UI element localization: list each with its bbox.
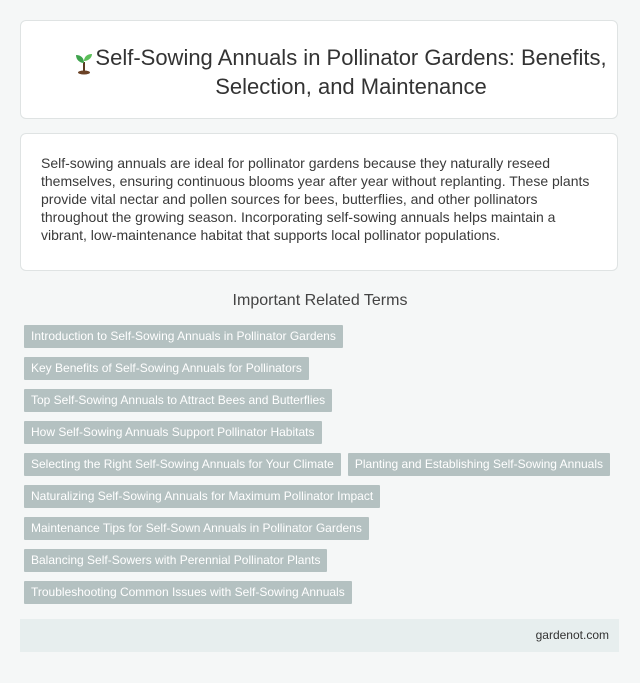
related-term-tag[interactable]: Naturalizing Self-Sowing Annuals for Maximum Pollinator Impact [24, 485, 380, 508]
related-term-tag[interactable]: Introduction to Self-Sowing Annuals in Pollinator Gardens [24, 325, 343, 348]
related-term-tag[interactable]: Troubleshooting Common Issues with Self-Sowing Annuals [24, 581, 352, 604]
related-term-tag[interactable]: Balancing Self-Sowers with Perennial Pollinator Plants [24, 549, 327, 572]
intro-paragraph: Self-sowing annuals are ideal for pollinator gardens because they naturally reseed themselves, ensuring continuous blooms year after year without replanting. These plants provide vital nectar and pollen sources for bees, butterflies, and other pollinators throughout the growing season. Incorporating self-sowing annuals helps maintain a vibrant, low-maintenance habitat that supports local pollinator populations. [41, 155, 590, 243]
related-term-tag[interactable]: Top Self-Sowing Annuals to Attract Bees and Butterflies [24, 389, 332, 412]
related-term-tag[interactable]: Maintenance Tips for Self-Sown Annuals in Pollinator Gardens [24, 517, 369, 540]
related-term-tag[interactable]: Key Benefits of Self-Sowing Annuals for Pollinators [24, 357, 309, 380]
footer-site-link[interactable]: gardenot.com [535, 628, 609, 642]
related-term-tag[interactable]: Planting and Establishing Self-Sowing Annuals [348, 453, 610, 476]
related-terms-list [24, 325, 624, 613]
page-title: Self-Sowing Annuals in Pollinator Gardens: Benefits, Selection, and Maintenance [95, 45, 607, 99]
intro-card [20, 133, 618, 271]
related-term-tag[interactable]: Selecting the Right Self-Sowing Annuals for Your Climate [24, 453, 341, 476]
footer [20, 619, 619, 652]
related-terms-heading: Important Related Terms [232, 292, 408, 309]
related-term-tag[interactable]: How Self-Sowing Annuals Support Pollinator Habitats [24, 421, 322, 444]
title-card [20, 20, 618, 119]
